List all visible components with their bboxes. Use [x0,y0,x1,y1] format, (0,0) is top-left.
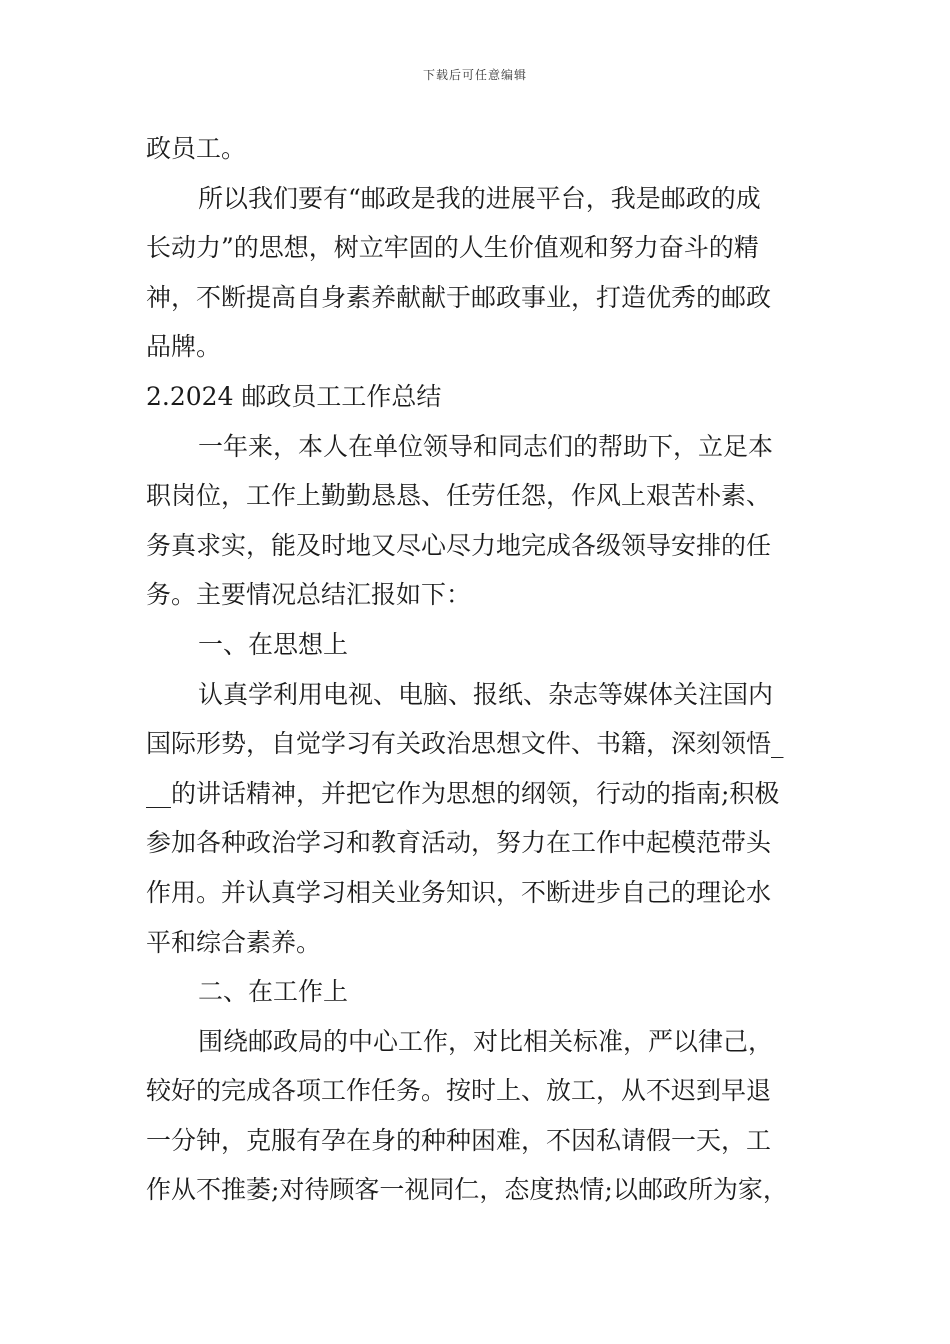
subsection-heading: 一、在思想上 [198,629,349,659]
document-body [146,124,814,1215]
text-line: 一年来，本人在单位领导和同志们的帮助下，立足本 [198,431,774,461]
text-line: 务真求实，能及时地又尽心尽力地完成各级领导安排的任 [146,530,772,560]
text-line: 认真学利用电视、电脑、报纸、杂志等媒体关注国内 [198,679,774,709]
text-line: 作从不推萎;对待顾客一视同仁，态度热情;以邮政所为家， [146,1175,788,1205]
text-line: __的讲话精神，并把它作为思想的纲领，行动的指南;积极 [146,778,780,808]
text-line: 务。主要情况总结汇报如下： [146,580,472,610]
text-line: 职岗位，工作上勤勤恳恳、任劳任怨，作风上艰苦朴素、 [146,481,772,511]
text-line: 较好的完成各项工作任务。按时上、放工，从不迟到早退 [146,1076,772,1106]
header-note: 下载后可任意编辑 [422,68,527,82]
text-line: 神，不断提高自身素养献献于邮政事业，打造优秀的邮政 [146,282,772,312]
text-line: 平和综合素养。 [146,927,322,957]
subsection-heading: 二、在工作上 [198,977,349,1007]
text-line: 政员工。 [146,134,247,163]
section-heading: 2.2024 邮政员工工作总结 [146,381,442,411]
text-line: 国际形势，自觉学习有关政治思想文件、书籍，深刻领悟_ [146,729,784,759]
text-line: 所以我们要有“邮政是我的进展平台，我是邮政的成 [198,183,761,213]
text-line: 参加各种政治学习和教育活动，努力在工作中起模范带头 [146,828,772,858]
text-line: 长动力”的思想，树立牢固的人生价值观和努力奋斗的精 [146,233,759,263]
text-line: 作用。并认真学习相关业务知识，不断进步自己的理论水 [146,877,772,907]
text-line: 一分钟，克服有孕在身的种种困难，不因私请假一天，工 [146,1125,772,1155]
text-line: 品牌。 [146,332,222,362]
text-line: 围绕邮政局的中心工作，对比相关标准，严以律己， [198,1026,774,1056]
